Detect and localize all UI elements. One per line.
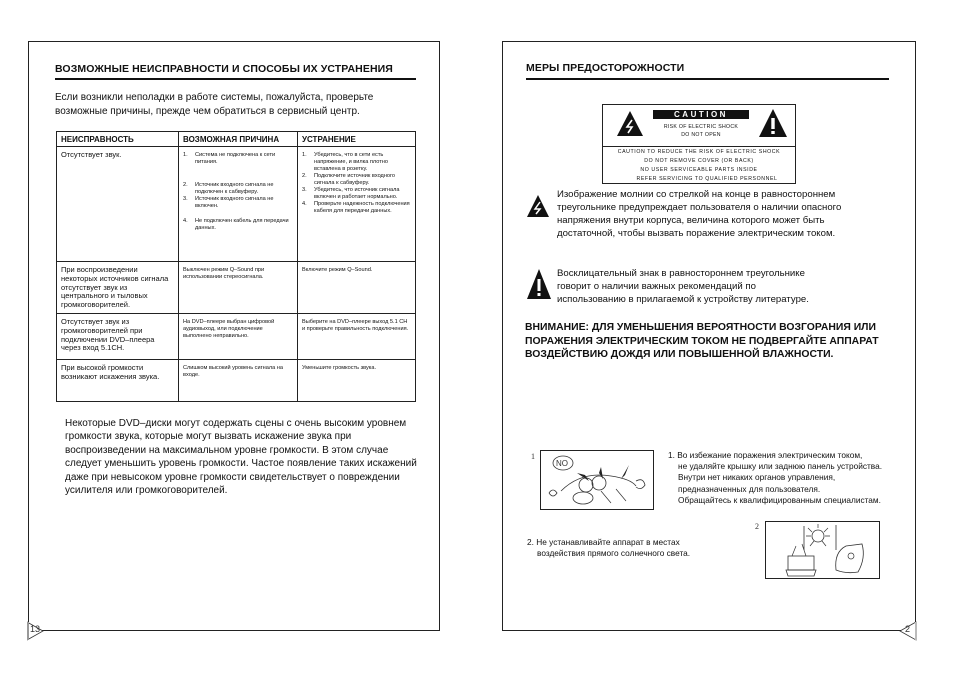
text-line: Внутри нет никаких органов управления,	[678, 472, 836, 483]
text-line: использованию в прилагаемой к устройству литературе.	[557, 294, 809, 305]
safety-item-1	[668, 450, 882, 506]
caution-line: DO NOT REMOVE COVER (OR BACK)	[644, 158, 754, 164]
caution-line: NO USER SERVICEABLE PARTS INSIDE	[640, 167, 758, 173]
cause-cell: На DVD–плеере выбран цифровой аудиовыход, или подключение выполнено неправильно.	[179, 313, 298, 359]
page-title: ВОЗМОЖНЫЕ НЕИСПРАВНОСТИ И СПОСОБЫ ИХ УСТРАНЕНИЯ	[55, 63, 393, 75]
page-number-left: 13	[27, 621, 41, 639]
remedy-item: 3. Убедитесь, что источник сигнала включен и работает нормально.	[302, 187, 400, 200]
title-rule	[526, 78, 889, 80]
text-line: предназначенных для пользователя.	[678, 483, 821, 494]
volume-note	[65, 417, 437, 497]
remedy-cell: Включите режим Q–Sound.	[298, 262, 416, 314]
caution-sub: DO NOT OPEN	[681, 132, 721, 138]
note-line: усилителя или громкоговорителей.	[65, 485, 228, 497]
text-line: достаточной, чтобы вызвать поражение электрическим током.	[557, 228, 836, 239]
remedy-cell	[298, 147, 416, 262]
symptom-cell: Отсутствует звук.	[57, 147, 179, 262]
remedy-cell: Уменьшите громкость звука.	[298, 359, 416, 401]
header-symptom: НЕИСПРАВНОСТЬ	[57, 132, 179, 147]
text-line: 2. Не устанавливайте аппарат в местах	[527, 537, 680, 547]
lightning-triangle-icon	[527, 195, 549, 217]
note-line: воспроизведении на максимальном уровне громкости. В этом случае	[65, 444, 389, 456]
exclamation-triangle-icon	[759, 109, 787, 137]
caution-line: REFER SERVICING TO QUALIFIED PERSONNEL	[636, 176, 778, 182]
note-line: Некоторые DVD–диски могут содержать сцены с очень высоким уровнем	[65, 418, 407, 429]
page-number-right: 2	[899, 621, 913, 639]
cause-item: 1. Система не подключена к сети питания.	[183, 152, 276, 165]
illustration-sunlight	[765, 521, 880, 579]
right-page	[502, 41, 916, 631]
shock-illustration-icon	[541, 451, 653, 509]
safety-item-2	[527, 537, 690, 559]
title-rule	[55, 78, 416, 80]
remedy-item: 4. Проверьте надежность подключения кабеля для передачи данных.	[302, 201, 410, 214]
header-remedy: УСТРАНЕНИЕ	[298, 132, 416, 147]
remedy-item: 2. Подключите источник входного сигнала к сабвуферу.	[302, 173, 396, 186]
lightning-triangle-icon	[617, 111, 643, 136]
note-line: даже при невысоком уровне громкости свидетельствует о повреждении	[65, 471, 400, 483]
table-header-row	[57, 132, 416, 147]
figure-label: 1	[531, 452, 535, 461]
page-title: МЕРЫ ПРЕДОСТОРОЖНОСТИ	[526, 62, 685, 74]
remedy-item: 1. Убедитесь, что в сети есть напряжение, и вилка плотно вставлена в розетку.	[302, 152, 388, 172]
caution-line: CAUTION TO REDUCE THE RISK OF ELECTRIC SHOCK	[617, 149, 781, 155]
intro-text	[55, 91, 373, 119]
text-line: Изображение молнии со стрелкой на конце в равностороннем	[557, 189, 836, 200]
caution-label	[602, 104, 796, 184]
caution-sub: RISK OF ELECTRIC SHOCK	[663, 124, 739, 130]
moisture-warning	[525, 321, 879, 362]
svg-text:NO: NO	[556, 459, 568, 468]
cause-item: 2. Источник входного сигнала не подключен к сабвуферу.	[183, 182, 274, 195]
sunlight-illustration-icon	[766, 522, 879, 578]
lightning-explanation	[527, 188, 841, 240]
text-line: говорит о наличии важных рекомендаций по	[557, 281, 756, 292]
table-row	[57, 313, 416, 359]
note-line: громкости звука, которые могут вызвать искажение звука при	[65, 431, 352, 443]
text-line: Обращайтесь к квалифицированным специалистам.	[678, 494, 881, 505]
troubleshooting-table	[56, 131, 416, 402]
notice-line: ПОРАЖЕНИЯ ЭЛЕКТРИЧЕСКИМ ТОКОМ НЕ ПОДВЕРГАЙТЕ АППАРАТ	[525, 335, 879, 347]
intro-line: возможные причины, прежде чем обратиться в сервисный центр.	[55, 106, 360, 117]
figure-label: 2	[755, 522, 759, 531]
cause-item: 3. Источник входного сигнала не включен.	[183, 196, 274, 209]
left-page	[28, 41, 440, 631]
illustration-do-not-open	[540, 450, 654, 510]
exclamation-explanation	[527, 267, 809, 306]
cause-cell: Слишком высокий уровень сигнала на входе.	[179, 359, 298, 401]
notice-line: ВОЗДЕЙСТВИЮ ДОЖДЯ ИЛИ ПОВЫШЕННОЙ ВЛАЖНОСТИ.	[525, 349, 834, 360]
cause-item: 4. Не подключен кабель для передачи данных.	[183, 218, 289, 231]
text-line: треугольнике предупреждает пользователя о наличии опасного	[557, 202, 842, 213]
remedy-cell: Выберите на DVD–плеере выход 5.1 CH и проверьте правильность подключения.	[298, 313, 416, 359]
symptom-cell: Отсутствует звук из громкоговорителей при подключении DVD–плеера через вход 5.1CH.	[57, 313, 179, 359]
text-line: Восклицательный знак в равностороннем треугольнике	[557, 268, 805, 279]
intro-line: Если возникли неполадки в работе системы, пожалуйста, проверьте	[55, 92, 374, 103]
caution-badge: CAUTION	[653, 110, 749, 119]
symptom-cell: При воспроизведении некоторых источников сигнала отсутствует звук из центрального и тыловых громкоговорителей.	[57, 262, 179, 314]
exclamation-triangle-icon	[527, 269, 551, 299]
text-line: воздействия прямого солнечного света.	[537, 548, 691, 559]
table-row	[57, 262, 416, 314]
cause-cell	[179, 147, 298, 262]
table-row	[57, 359, 416, 401]
text-line: напряжения внутри корпуса, величина которого может быть	[557, 215, 825, 226]
table-row	[57, 147, 416, 262]
text-line: 1. Во избежание поражения электрическим током,	[668, 450, 863, 460]
symptom-cell: При высокой громкости возникают искажения звука.	[57, 359, 179, 401]
text-line: не удаляйте крышку или заднюю панель устройства.	[678, 461, 883, 472]
notice-line: ВНИМАНИЕ: ДЛЯ УМЕНЬШЕНИЯ ВЕРОЯТНОСТИ ВОЗГОРАНИЯ ИЛИ	[525, 322, 876, 333]
header-cause: ВОЗМОЖНАЯ ПРИЧИНА	[179, 132, 298, 147]
cause-cell: Выключен режим Q–Sound при использовании стереосигнала.	[179, 262, 298, 314]
note-line: следует уменьшить уровень громкости. Частое появление таких искажений	[65, 458, 417, 470]
